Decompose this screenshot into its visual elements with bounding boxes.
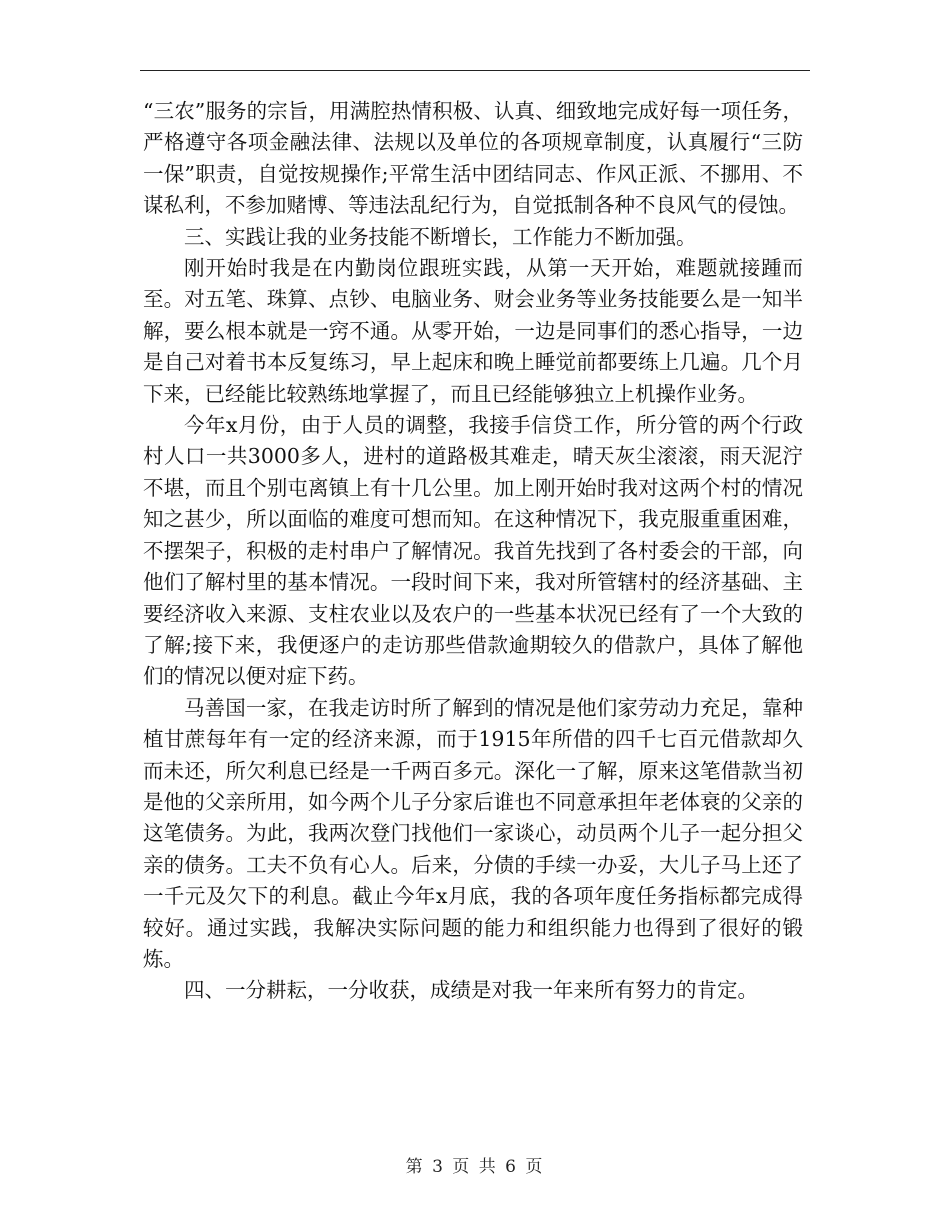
section-heading-3: 三、实践让我的业务技能不断增长，工作能力不断加强。 — [184, 224, 697, 249]
document-body — [143, 96, 803, 1007]
header-rule — [140, 70, 810, 71]
paragraph-training: 刚开始时我是在内勤岗位跟班实践，从第一天开始，难题就接踵而至。对五笔、珠算、点钞、电脑业务、财会业务等业务技能要么是一知半解，要么根本就是一窍不通。从零开始，一边是同事们的悉心指导，一边是自己对着书本反复练习，早上起床和晚上睡觉前都要练上几遍。几个月下来，已经能比较熟练地掌握了，而且已经能够独立上机操作业务。 — [143, 256, 803, 406]
section-heading-4: 四、一分耕耘，一分收获，成绩是对我一年来所有努力的肯定。 — [184, 978, 758, 1003]
page-footer: 第 3 页 共 6 页 — [405, 1157, 545, 1177]
paragraph-case-study: 马善国一家，在我走访时所了解到的情况是他们家劳动力充足，靠种植甘蔗每年有一定的经济来源，而于1915年所借的四千七百元借款却久而未还，所欠利息已经是一千两百多元。深化一了解，原来这笔借款当初是他的父亲所用，如今两个儿子分家后谁也不同意承担年老体衰的父亲的这笔债务。为此，我两次登门找他们一家谈心，动员两个儿子一起分担父亲的债务。工夫不负有心人。后来，分债的手续一办妥，大儿子马上还了一千元及欠下的利息。截止今年x月底，我的各项年度任务指标都完成得较好。通过实践，我解决实际问题的能力和组织能力也得到了很好的锻炼。 — [143, 695, 803, 971]
paragraph-continuation: “三农”服务的宗旨，用满腔热情积极、认真、细致地完成好每一项任务，严格遵守各项金融法律、法规以及单位的各项规章制度，认真履行“三防一保”职责，自觉按规操作;平常生活中团结同志、作风正派、不挪用、不谋私利，不参加赌博、等违法乱纪行为，自觉抵制各种不良风气的侵蚀。 — [143, 99, 803, 218]
paragraph-credit-work: 今年x月份，由于人员的调整，我接手信贷工作，所分管的两个行政村人口一共3000多人，进村的道路极其难走，晴天灰尘滚滚，雨天泥泞不堪，而且个别屯离镇上有十几公里。加上刚开始时我对这两个村的情况知之甚少，所以面临的难度可想而知。在这种情况下，我克服重重困难，不摆架子，积极的走村串户了解情况。我首先找到了各村委会的干部，向他们了解村里的基本情况。一段时间下来，我对所管辖村的经济基础、主要经济收入来源、支柱农业以及农户的一些基本状况已经有了一个大致的了解;接下来，我便逐户的走访那些借款逾期较久的借款户，具体了解他们的情况以便对症下药。 — [143, 413, 803, 689]
